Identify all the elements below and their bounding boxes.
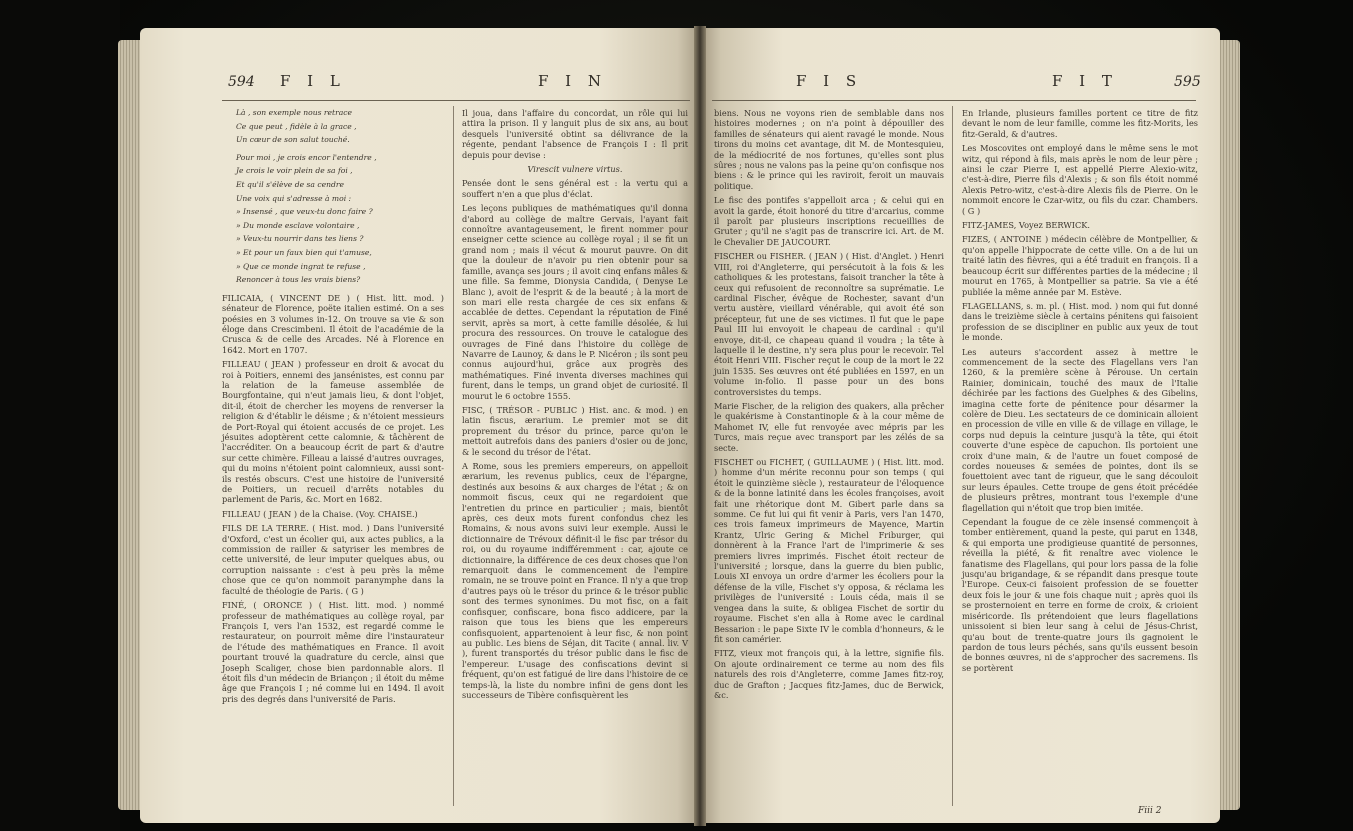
left-page [140,28,700,823]
entry-fitz: FITZ, vieux mot françois qui, à la lettre, signifie fils. On ajoute ordinairement ce terme au nom des fils naturels des rois d'Angleterre, comme James fitz-roy, duc de Grafton ; Jacques fitz-James, duc de Berwick, &c. [714,648,944,700]
left-page-column-1 [222,108,444,708]
right-page [700,28,1220,823]
right-page-column-1 [714,108,944,704]
poem-line: Là , son exemple nous retrace [236,108,352,117]
entry-fils-de-la-terre: FILS DE LA TERRE. ( Hist. mod. ) Dans l'université d'Oxford, c'est un écolier qui, aux actes publics, a la commission de railler & satyriser les membres de cette université, de leur imputer quelques abus, ou corruption naissante : c'est à peu près la même chose que ce qu'on nommoit paranymphe dans la faculté de théologie de Paris. ( G ) [222,523,444,596]
poem-line: Ce que peut , fidèle à la grace , [236,121,357,131]
right-running-head-right: F I T [1052,72,1118,90]
right-page-column-2 [962,108,1198,677]
entry-filleau: FILLEAU ( JEAN ) professeur en droit & avocat du roi à Poitiers, ennemi des jansénistes, est connu par la relation de la fameuse assemblée de Bourgfontaine, qui n'eut jamais lieu, & dont l'objet, dit-il, étoit de chercher les moyens de renverser la religion & d'établir le déisme ; & n'étoient messieurs de Port-Royal qui étoient accusés de ce projet. Les jésuites adoptèrent cette calomnie, & tâchèrent de l'accréditer. On a beaucoup écrit de part & d'autre sur cette chimère. Filleau a laissé d'autres ouvrages, qui du moins n'étoient point calomnieux, aussi sont-ils restés obscurs. C'est une histoire de l'université de Poitiers, un recueil d'arrêts notables du parlement de Paris, &c. Mort en 1682. [222,359,444,505]
paragraph: Marie Fischer, de la religion des quakers, alla prêcher le quakérisme à Constantinople & à la cour même de Mahomet IV, elle fut renvoyée avec mépris par les Turcs, mais reçue avec transport par les zélés de sa secte. [714,400,944,453]
catchword: Fiii 2 [1138,806,1162,816]
entry-fitz-james: FITZ-JAMES, Voyez BERWICK. [962,220,1090,231]
paragraph: Les leçons publiques de mathématiques qu'il donna d'abord au collège de maître Gervais, l'ayant fait connoître avantageusement, le firent nommer pour enseigner cette science au collège royal ; il se fit un grand nom ; mais il vécut & mourut pauvre. On dit que la douleur de n'avoir pu rien obtenir pour sa famille, avança ses jours ; il avoit cinq enfans mâles & une fille. Sa femme, Dionysia Candida, ( Denyse Le Blanc ), avoit de l'esprit & de la beauté ; à la mort de son mari elle resta chargée de ces six enfans & accablée de dettes. Cependant la réputation de Finé servit, après sa mort, à cette famille désolée, & lui procura des ressources. On trouve le catalogue des ouvrages de Finé dans l'histoire du collège de Navarre de Launoy, & dans le P. Nicéron ; ils sont peu connus aujourd'hui, grâce aux progrès des mathématiques. Finé inventa diverses machines qui furent, dans le temps, un grand objet de curiosité. Il mourut le 6 octobre 1555. [462,203,688,401]
header-rule [222,100,690,101]
poem-line: Et qu'il s'élève de sa cendre [236,179,344,189]
paragraph: En Irlande, plusieurs familles portent ce titre de fitz devant le nom de leur famille, comme les fitz-Morits, les fitz-Gerald, & d'autres. [962,108,1198,139]
poem-line: » Et pour un faux bien qui t'amuse, [236,247,372,257]
poem-line: » Que ce monde ingrat te refuse , [236,261,366,271]
entry-filleau-chaise: FILLEAU ( JEAN ) de la Chaise. (Voy. CHAISE.) [222,508,418,519]
entry-fizes: FIZES, ( ANTOINE ) médecin célèbre de Montpellier, & qu'on appelle l'hippocrate de cette ville. On a de lui un traité latin des fièvres, qui a été traduit en françois. Il a beaucoup écrit sur différentes parties de la médecine ; il mourut en 1765, à Montpellier sa patrie. Sa vie a été publiée la même année par M. Estève. [962,234,1198,297]
left-page-column-2 [462,108,688,704]
entry-fine-continued: Il joua, dans l'affaire du concordat, un rôle qui lui attira la prison. Il y languit plus de six ans, au bout desquels l'université obtint sa délivrance de la régente, pendant l'absence de François I : Il prit depuis pour devise : [462,108,688,160]
entry-fischer: FISCHER ou FISHER. ( JEAN ) ( Hist. d'Anglet. ) Henri VIII, roi d'Angleterre, qui persécutoit à la fois & les catholiques & les protestans, faisoit trancher la tête à ceux qui refusoient de reconnoître sa suprématie. Le cardinal Fischer, évêque de Rochester, savant d'un vertu austère, vieillard vénérable, qui avoit été son précepteur, fut une de ses victimes. Il fut que le pape Paul III lui envoyoit le chapeau de cardinal : qu'il envoye, dit-il, ce chapeau quand il voudra ; la tête à laquelle il le destine, n'y sera plus pour le recevoir. Tel étoit Henri VIII. Fischer reçut le coup de la mort le 22 juin 1535. Ses œuvres ont été publiées en 1597, en un volume in-folio. Il passe pour un des bons controversistes du temps. [714,251,944,397]
left-page-number: 594 [228,74,255,90]
poem-line: Pour moi , je crois encor l'entendre , [236,152,377,162]
paragraph: A Rome, sous les premiers empereurs, on appelloit ærarium, les revenus publics, ceux de l'épargne, destinés aux besoins & aux charges de l'état ; & on nommoit fiscus, ceux qui ne regardoient que l'entretien du prince en particulier ; mais, bientôt après, ces deux mots furent confondus chez les Romains, & nous avons suivi leur exemple. Aussi le dictionnaire de Trévoux définit-il le fisc par trésor du roi, ou du royaume indifféremment : car, ajoute ce dictionnaire, la différence de ces deux choses que l'on remarquoit dans le commencement de l'empire romain, ne se trouve point en France. Il n'y a que trop d'autres pays où le trésor du prince & le trésor public sont des termes synonimes. Du mot fisc, on a fait confisquer, confiscare, bona fisco addicere, par la raison que tous les biens que les empereurs confisquoient, appartenoient à leur fisc, & non point au public. Les biens de Séjan, dit Tacite ( annal. liv. V ), furent transportés du trésor public dans le fisc de l'empereur. L'usage des confiscations devint si fréquent, qu'on est fatigué de lire dans l'histoire de ce temps-là, la liste du nombre infini de gens dont les successeurs de Tibère confisquèrent les [462,461,688,700]
poem-line: » Insensé , que veux-tu donc faire ? [236,207,373,217]
poem-line: » Veux-tu nourrir dans tes liens ? [236,234,364,244]
paragraph: Cependant la fougue de ce zèle insensé commençoit à tomber entièrement, quand la peste, qui parut en 1348, & qui emporta une prodigieuse quantité de personnes, réveilla la piété, & fit renaître avec violence le fanatisme des Flagellans, qui pour lors passa de la folie jusqu'au brigandage, & se répandit dans presque toute l'Europe. Ceux-ci faisoient profession de se fouetter deux fois le jour & une fois chaque nuit ; après quoi ils se prosternoient en terre en forme de croix, & crioient miséricorde. Ils prétendoient que leurs flagellations unissoient si bien leur sang à celui de Jésus-Christ, qu'au bout de trente-quatre jours ils gagnoient le pardon de tous leurs péchés, sans qu'ils eussent besoin de bonnes œuvres, ni de s'approcher des sacremens. Ils se portèrent [962,517,1198,673]
paragraph: Les Moscovites ont employé dans le même sens le mot witz, qui répond à fils, mais après le nom de leur père ; ainsi le czar Pierre I, est appellé Pierre Alexio-witz, c'est-à-dire, Pierre fils d'Alexis ; & son fils étoit nommé Alexis Petro-witz, c'est-à-dire Alexis fils de Pierre. On le nommoit encore le Czar-witz, ou fils du czar. Chambers. ( G ) [962,143,1198,216]
paragraph: Pensée dont le sens général est : la vertu qui a souffert n'en a que plus d'éclat. [462,178,688,199]
entry-fisc: FISC, ( TRÉSOR - PUBLIC ) Hist. anc. & mod. ) en latin fiscus, ærarium. Le premier mot se dit proprement du trésor du prince, parce qu'on le mettoit autrefois dans des paniers d'osier ou de jonc, & le second du trésor de l'état. [462,404,688,457]
background-dark-margin [0,0,120,831]
entry-fine: FINÉ, ( ORONCE ) ( Hist. litt. mod. ) nommé professeur de mathématiques au collège royal, par François I, vers l'an 1532, est regardé comme le restaurateur, on pourroit même dire l'instaurateur de l'étude des mathématiques en France. Il avoit pourtant trouvé la quadrature du cercle, ainsi que Joseph Scaliger, chose bien pardonnable alors. Il étoit fils d'un médecin de Briançon ; il étoit du même âge que François I ; né comme lui en 1494. Il avoit pris des degrés dans l'université de Paris. [222,600,444,704]
paragraph: Les auteurs s'accordent assez à mettre le commencement de la secte des Flagellans vers l'an 1260, & la première scène à Pérouse. Un certain Rainier, dominicain, touché des maux de l'Italie déchirée par les factions des Guelphes & des Gibelins, imagina cette forte de pénitence pour désarmer la colère de Dieu. Les sectateurs de ce dominicain alloient en procession de ville en ville & de village en village, le corps nud depuis la ceinture jusqu'à la tête, qui étoit couverte d'une espèce de capuchon. Ils portoient une croix d'une main, & de l'autre un fouet composé de cordes noueuses & semées de pointes, dont ils se fouettoient avec tant de rigueur, que le sang découloit sur leurs épaules. Cette troupe de gens étoit précédée de plusieurs prêtres, montrant tous l'exemple d'une flagellation qui n'étoit que trop bien imitée. [962,346,1198,513]
column-rule [952,106,953,806]
right-page-edges [1218,40,1240,810]
poem-line: Renoncer à tous les vrais biens? [236,275,361,285]
header-rule [712,100,1196,101]
entry-fischet: FISCHET ou FICHET, ( GUILLAUME ) ( Hist. litt. mod. ) homme d'un mérite reconnu pour son temps ( qui étoit le quinzième siècle ), restaurateur de l'éloquence & de la bonne latinité dans les écoles françoises, avoit fait une rhétorique dont M. Gibert parle dans sa somme. Ce fut lui qui fit venir à Paris, vers l'an 1470, ces trois fameux imprimeurs de Mayence, Martin Krantz, Ulric Gering & Michel Friburger, qui donnèrent à la France l'art de l'imprimerie & ses premiers livres imprimés. Fischet étoit recteur de l'université ; lorsque, dans la guerre du bien public, Louis XI envoya un ordre d'armer les écoliers pour la défense de la ville, Fischet s'y opposa, & réclama les privilèges de l'université : Louis céda, mais il se vengea dans la suite, & obligea Fischet de sortir du royaume. Fischet s'en alla à Rome avec le cardinal Bessarion : le pape Sixte IV le combla d'honneurs, & le fit son camérier. [714,457,944,644]
column-rule [453,106,454,806]
poem-line: Je crois le voir plein de sa foi , [236,166,353,176]
right-page-number: 595 [1174,74,1201,90]
poem-line: Une voix qui s'adresse à moi : [236,193,352,203]
book-gutter [694,26,706,826]
left-running-head-left: F I L [280,72,346,90]
left-page-edges [118,40,142,810]
motto: Virescit vulnere virtus. [527,164,623,175]
poem-line: » Du monde esclave volontaire , [236,220,360,230]
poem-line: Un cœur de son salut touché. [236,135,350,145]
entry-flagellans: FLAGELLANS, s. m. pl. ( Hist. mod. ) nom qui fut donné dans le treizième siècle à certains pénitens qui faisoient profession de se discipliner en public aux yeux de tout le monde. [962,300,1198,343]
left-running-head-right: F I N [538,72,607,90]
paragraph: biens. Nous ne voyons rien de semblable dans nos histoires modernes ; on n'a point à dépouiller des familles de sénateurs qui aient ravagé le monde. Nous tirons du moins cet avantage, dit M. de Montesquieu, de la médiocrité de nos fortunes, qu'elles sont plus sûres ; nous ne valons pas la peine qu'on confisque nos biens : & le prince qui les raviroit, feroit un mauvais politique. [714,108,944,191]
right-running-head-left: F I S [796,72,863,90]
paragraph: Le fisc des pontifes s'appelloit arca ; & celui qui en avoit la garde, étoit honoré du titre d'arcarius, comme il paroît par plusieurs inscriptions recueillies de Gruter ; qu'il ne s'agit pas de transcrire ici. Art. de M. le Chevalier DE JAUCOURT. [714,195,944,247]
entry-filicaia: FILICAIA, ( VINCENT DE ) ( Hist. litt. mod. ) sénateur de Florence, poëte italien estimé. On a ses poésies en 3 volumes in-12. On trouve sa vie & son éloge dans Crescimbeni. Il étoit de l'académie de la Crusca & de celle des Arcades. Né à Florence en 1642. Mort en 1707. [222,292,444,355]
